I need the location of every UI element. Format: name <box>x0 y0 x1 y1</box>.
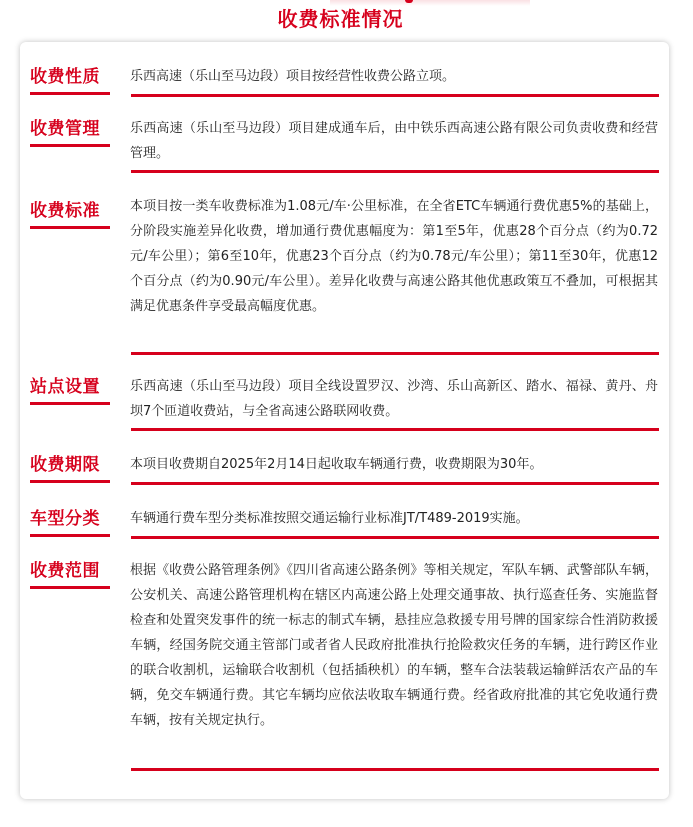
section-label-wrap <box>30 374 116 405</box>
label-underline <box>30 534 110 537</box>
section-text: 本项目按一类车收费标准为1.08元/车·公里标准，在全省ETC车辆通行费优惠5%的基础上，分阶段实施差异化收费，增加通行费优惠幅度为：第1至5年，优惠28个百分点（约为0.72元/车公里）；第6至10年，优惠23个百分点（约为0.78元/车公里）；第11至30年，优惠12个百分点（约为0.90元/车公里）。差异化收费与高速公路其他优惠政策互不叠加，可根据其满足优惠条件享受最高幅度优惠。 <box>130 199 658 314</box>
label-underline <box>30 92 110 95</box>
section-label: 车型分类 <box>30 509 100 529</box>
page-title: 收费标准情况 <box>277 7 404 31</box>
section-text: 本项目收费期自2025年2月14日起收取车辆通行费，收费期限为30年。 <box>130 457 543 472</box>
section-label-wrap <box>30 558 116 589</box>
section-label-wrap <box>30 506 116 537</box>
section-text: 根据《收费公路管理条例》《四川省高速公路条例》等相关规定，军队车辆、武警部队车辆，公安机关、高速公路管理机构在辖区内高速公路上处理交通事故、执行巡查任务、实施监督检查和处置突发事件的统一标志的制式车辆，悬挂应急救援专用号牌的国家综合性消防救援车辆，经国务院交通主管部门或者省人民政府批准执行抢险救灾任务的车辆，进行跨区作业的联合收割机，运输联合收割机（包括插秧机）的车辆，整车合法装载运输鲜活农产品的车辆，免交车辆通行费。其它车辆均应依法收取车辆通行费。经省政府批准的其它免收通行费车辆，按有关规定执行。 <box>130 563 658 728</box>
label-underline <box>30 226 110 229</box>
section-label-wrap <box>30 116 116 147</box>
section-label: 收费期限 <box>30 455 100 475</box>
section-label: 收费管理 <box>30 119 100 139</box>
section-text: 乐西高速（乐山至马边段）项目按经营性收费公路立项。 <box>130 69 456 84</box>
section-label: 收费范围 <box>30 561 100 581</box>
section-divider <box>131 352 659 355</box>
label-underline <box>30 144 110 147</box>
section-divider <box>131 428 659 431</box>
section-label: 收费性质 <box>30 67 100 87</box>
section-divider <box>131 170 659 173</box>
section-text: 乐西高速（乐山至马边段）项目建成通车后，由中铁乐西高速公路有限公司负责收费和经营管理。 <box>130 121 658 161</box>
section-divider <box>131 536 659 539</box>
section-label: 站点设置 <box>30 377 100 397</box>
label-underline <box>30 480 110 483</box>
section-text: 车辆通行费车型分类标准按照交通运输行业标准JT/T489-2019实施。 <box>130 511 529 526</box>
section-divider <box>131 94 659 97</box>
section-label-wrap <box>30 452 116 483</box>
section-label-wrap <box>30 198 116 229</box>
section-divider <box>131 768 659 771</box>
section-divider <box>131 482 659 485</box>
label-underline <box>30 586 110 589</box>
section-label: 收费标准 <box>30 201 100 221</box>
section-label-wrap <box>30 64 116 95</box>
label-underline <box>30 402 110 405</box>
fee-standard-card <box>20 42 669 799</box>
section-text: 乐西高速（乐山至马边段）项目全线设置罗汉、沙湾、乐山高新区、踏水、福禄、黄丹、舟坝7个匝道收费站，与全省高速公路联网收费。 <box>130 379 658 419</box>
